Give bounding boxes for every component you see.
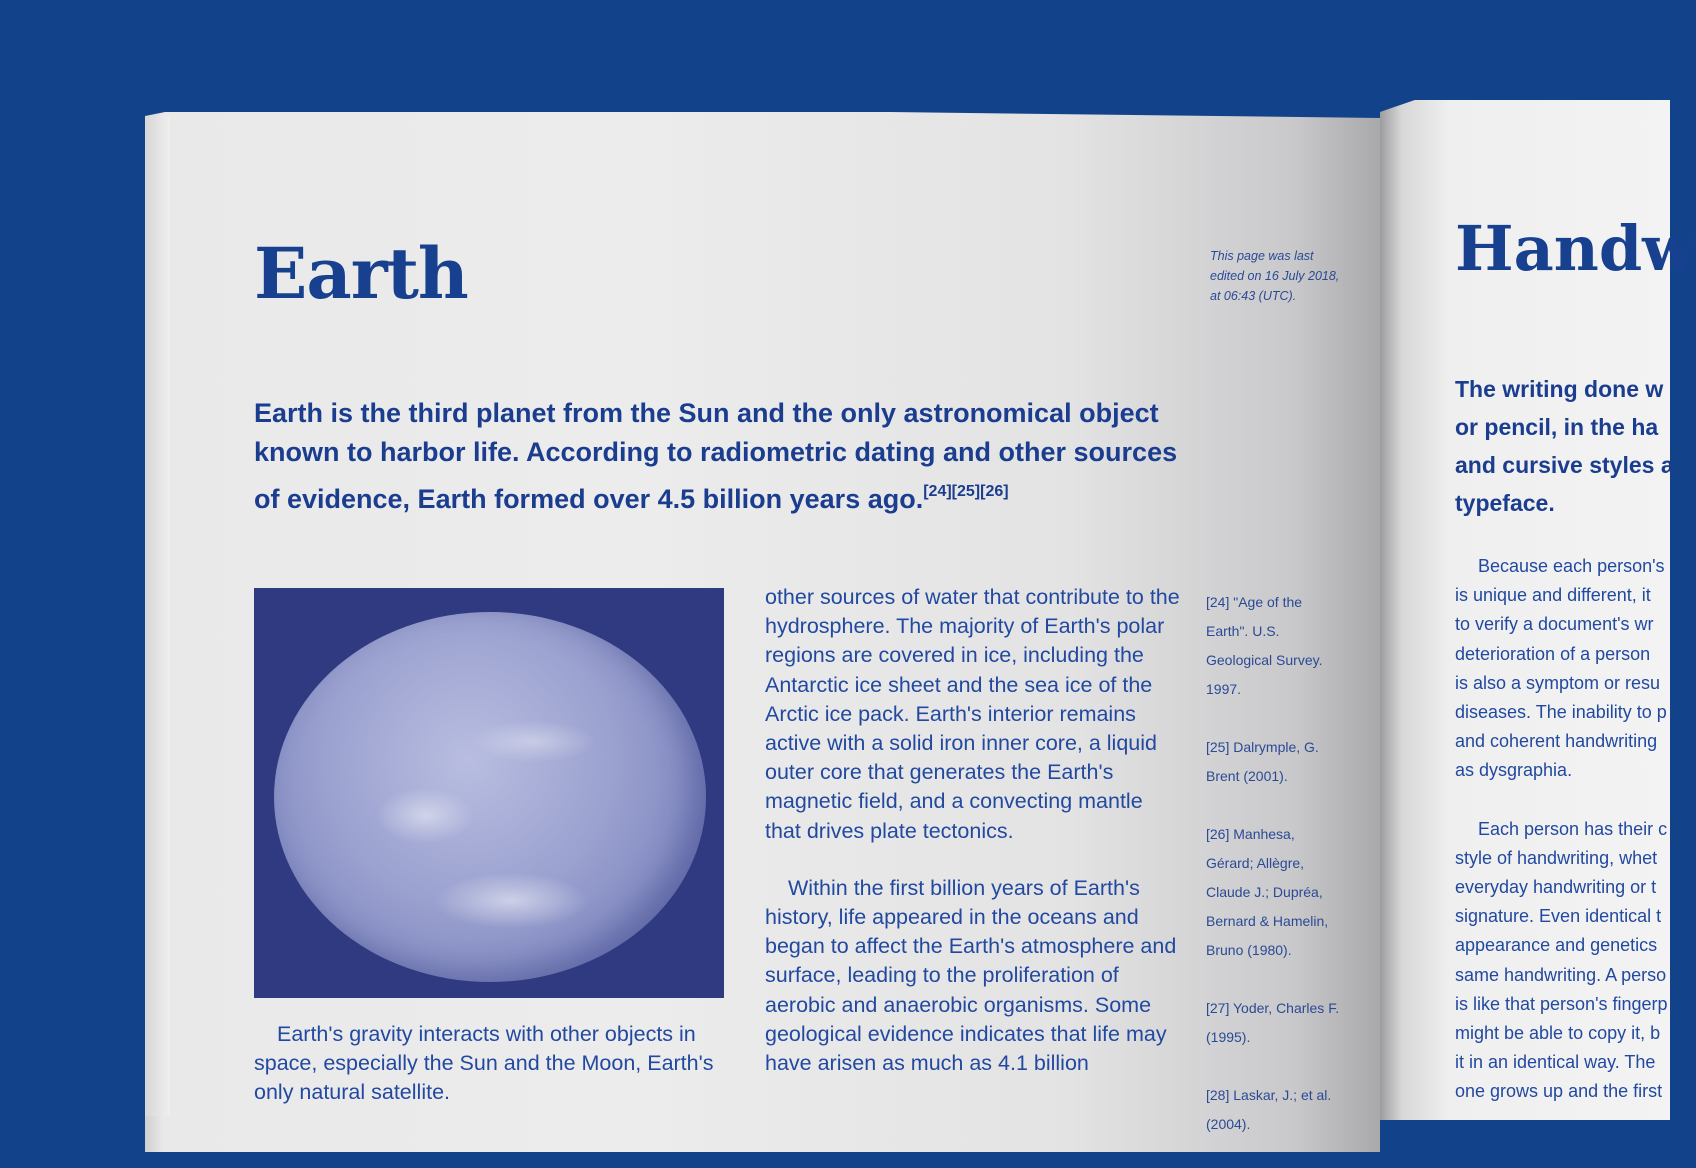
reference-item: [27] Yoder, Charles F. (1995).: [1206, 1000, 1340, 1045]
right-body-gap: [1455, 786, 1685, 815]
right-body-line: and coherent handwriting: [1455, 731, 1658, 752]
right-body-line: everyday handwriting or t: [1455, 877, 1657, 898]
right-lead-line: or pencil, in the ha: [1455, 414, 1659, 440]
right-body-line: is like that person's fingerp: [1455, 993, 1668, 1014]
right-page-body: [1455, 552, 1685, 1107]
earth-globe-icon: [274, 612, 706, 982]
lead-refs: [24][25][26]: [923, 483, 1009, 500]
right-body-line: deterioration of a person: [1455, 643, 1651, 664]
reference-item: [24] "Age of the Earth". U.S. Geological Survey. 1997.: [1206, 594, 1323, 697]
right-body-line: style of handwriting, whet: [1455, 847, 1658, 868]
lead-paragraph: [254, 394, 1184, 519]
right-body-line: Because each person's: [1478, 556, 1665, 576]
reference-item: [25] Dalrymple, G. Brent (2001).: [1206, 739, 1319, 784]
right-body-line: it in an identical way. The: [1455, 1052, 1656, 1073]
references: [1206, 588, 1346, 1168]
right-body-line: signature. Even identical t: [1455, 906, 1662, 927]
right-page-content: [1380, 100, 1696, 1107]
column-b: [765, 583, 1180, 1078]
right-body-line: one grows up and the first: [1455, 1081, 1663, 1102]
lead-text: Earth is the third planet from the Sun and the only astronomical object known to harbor life. According to radiometric dating and other sources of evidence, Earth formed over 4.5 billion years ago.: [254, 398, 1178, 514]
right-lead-line: typeface.: [1455, 490, 1555, 516]
right-body-line: same handwriting. A perso: [1455, 964, 1667, 985]
right-body-line: might be able to copy it, b: [1455, 1023, 1661, 1044]
right-page-lead: [1455, 370, 1685, 522]
right-body-line: appearance and genetics: [1455, 935, 1658, 956]
right-body-line: is also a symptom or resu: [1455, 672, 1661, 693]
right-body-line: diseases. The inability to p: [1455, 702, 1667, 723]
right-body-line: to verify a document's wr: [1455, 614, 1654, 635]
right-body-line: Each person has their c: [1478, 818, 1668, 839]
page-title: Earth: [254, 232, 468, 315]
right-page-title: Handw: [1455, 212, 1696, 285]
right-body-line: is unique and different, it: [1455, 585, 1651, 606]
column-b-paragraph-2: Within the first billion years of Earth's history, life appeared in the oceans and began to affect the Earth's atmosphere and surface, leading to the proliferation of aerobic and anaerobic organisms. Some geological evidence indicates that life may have arisen as much as 4.1 billion: [765, 875, 1177, 1076]
reference-item: [28] Laskar, J.; et al. (2004).: [1206, 1087, 1332, 1132]
right-body-line: as dysgraphia.: [1455, 760, 1573, 781]
column-b-paragraph-1: other sources of water that contribute to the hydrosphere. The majority of Earth's polar regions are covered in ice, including the Antarctic ice sheet and the sea ice of the Arctic ice pack. Earth's interior remains active with a solid iron inner core, a liquid outer core that generates the Earth's magnetic field, and a convecting mantle that drives plate tectonics.: [765, 585, 1180, 843]
right-lead-line: The writing done w: [1455, 376, 1664, 402]
column-a: [254, 1020, 714, 1108]
left-page-edge: [145, 116, 170, 1116]
earth-photo: [254, 588, 724, 998]
edit-note: This page was last edited on 16 July 2018, at 06:43 (UTC).: [1210, 249, 1340, 303]
right-lead-line: and cursive styles a: [1455, 452, 1674, 478]
column-a-paragraph: Earth's gravity interacts with other objects in space, especially the Sun and the Moon, Earth's only natural satellite.: [254, 1022, 714, 1105]
reference-item: [26] Manhesa, Gérard; Allègre, Claude J.; Dupréa, Bernard & Hamelin, Bruno (1980).: [1206, 826, 1329, 958]
